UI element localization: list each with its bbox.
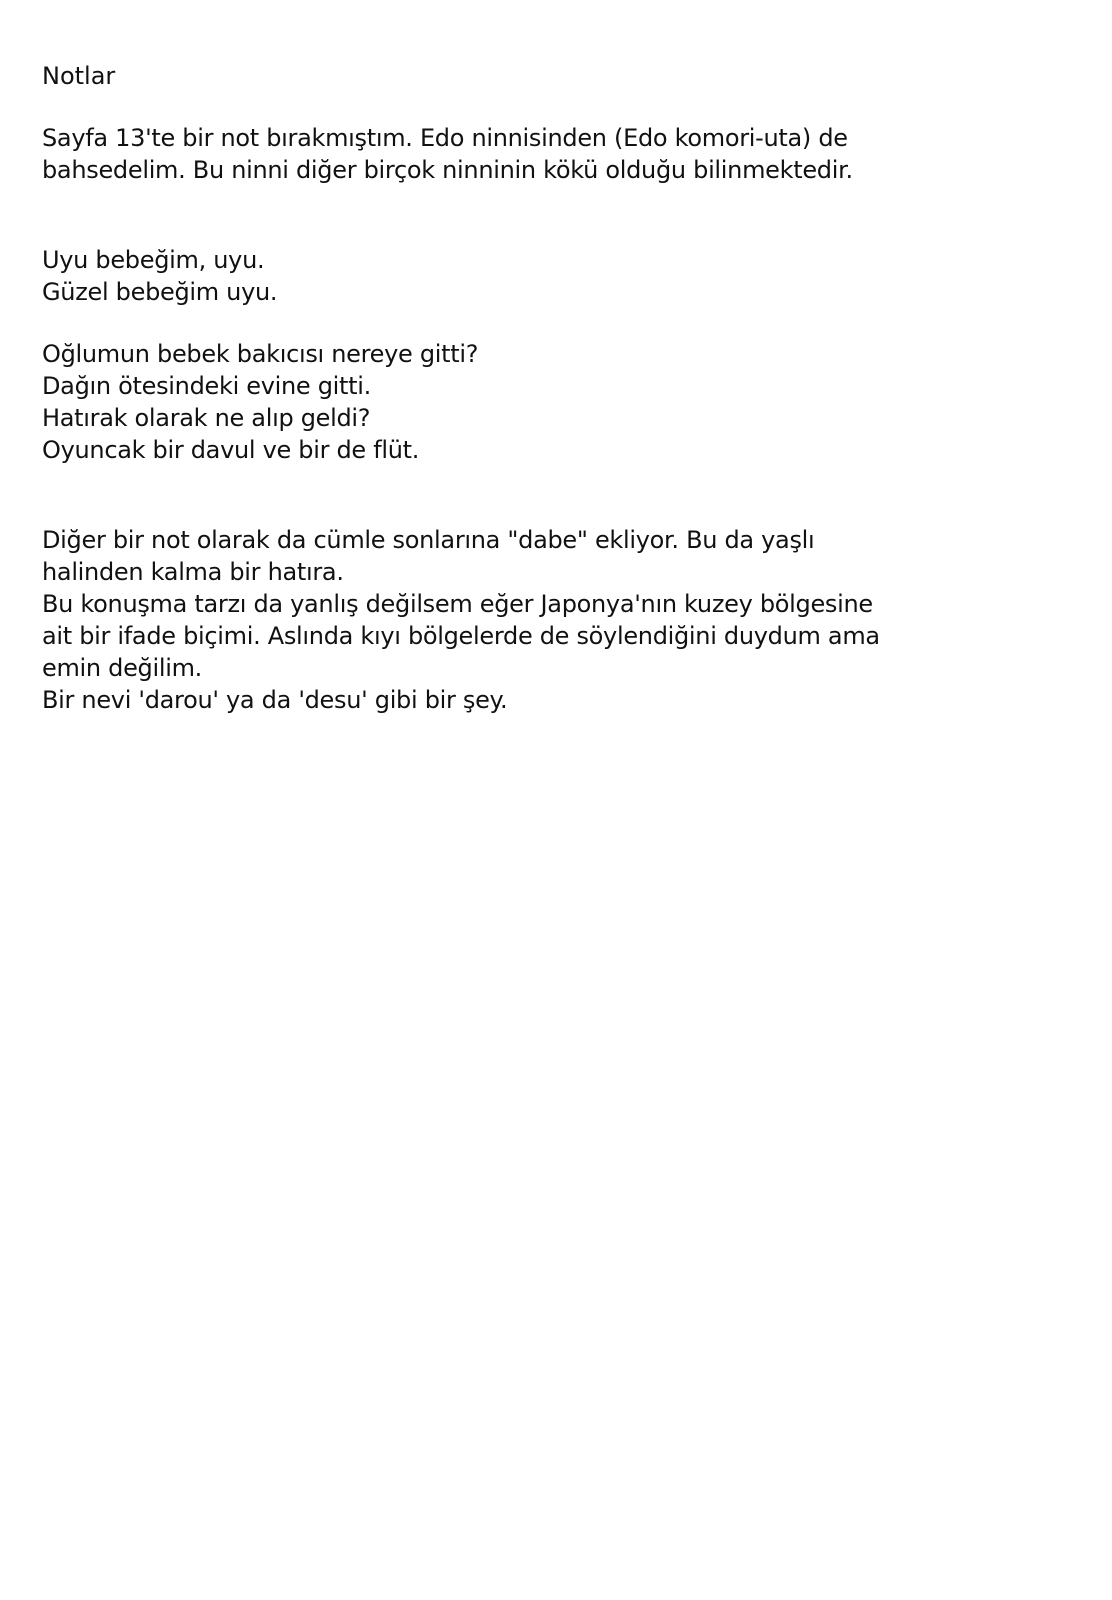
lullaby-line: Oğlumun bebek bakıcısı nereye gitti? xyxy=(42,340,479,368)
note-line: Diğer bir not olarak da cümle sonlarına "dabe" ekliyor. Bu da yaşlı xyxy=(42,526,815,554)
note-line: emin değilim. xyxy=(42,654,202,682)
page-title: Notlar xyxy=(42,62,116,90)
intro-paragraph xyxy=(42,122,1082,186)
lullaby-line: Dağın ötesindeki evine gitti. xyxy=(42,372,371,400)
intro-line: bahsedelim. Bu ninni diğer birçok ninninin kökü olduğu bilinmektedir. xyxy=(42,156,853,184)
lullaby-line: Hatırak olarak ne alıp geldi? xyxy=(42,404,371,432)
second-note-paragraph xyxy=(42,524,1082,716)
lullaby-line: Uyu bebeğim, uyu. xyxy=(42,246,265,274)
notes-page xyxy=(42,60,1082,716)
lullaby-line: Oyuncak bir davul ve bir de flüt. xyxy=(42,436,420,464)
lullaby-verse-1 xyxy=(42,244,1082,308)
lullaby-line: Güzel bebeğim uyu. xyxy=(42,278,278,306)
note-line: Bir nevi 'darou' ya da 'desu' gibi bir şey. xyxy=(42,686,508,714)
lullaby-verse-2 xyxy=(42,338,1082,466)
intro-line: Sayfa 13'te bir not bırakmıştım. Edo ninnisinden (Edo komori-uta) de xyxy=(42,124,848,152)
note-line: ait bir ifade biçimi. Aslında kıyı bölgelerde de söylendiğini duydum ama xyxy=(42,622,880,650)
note-line: Bu konuşma tarzı da yanlış değilsem eğer Japonya'nın kuzey bölgesine xyxy=(42,590,873,618)
note-line: halinden kalma bir hatıra. xyxy=(42,558,344,586)
